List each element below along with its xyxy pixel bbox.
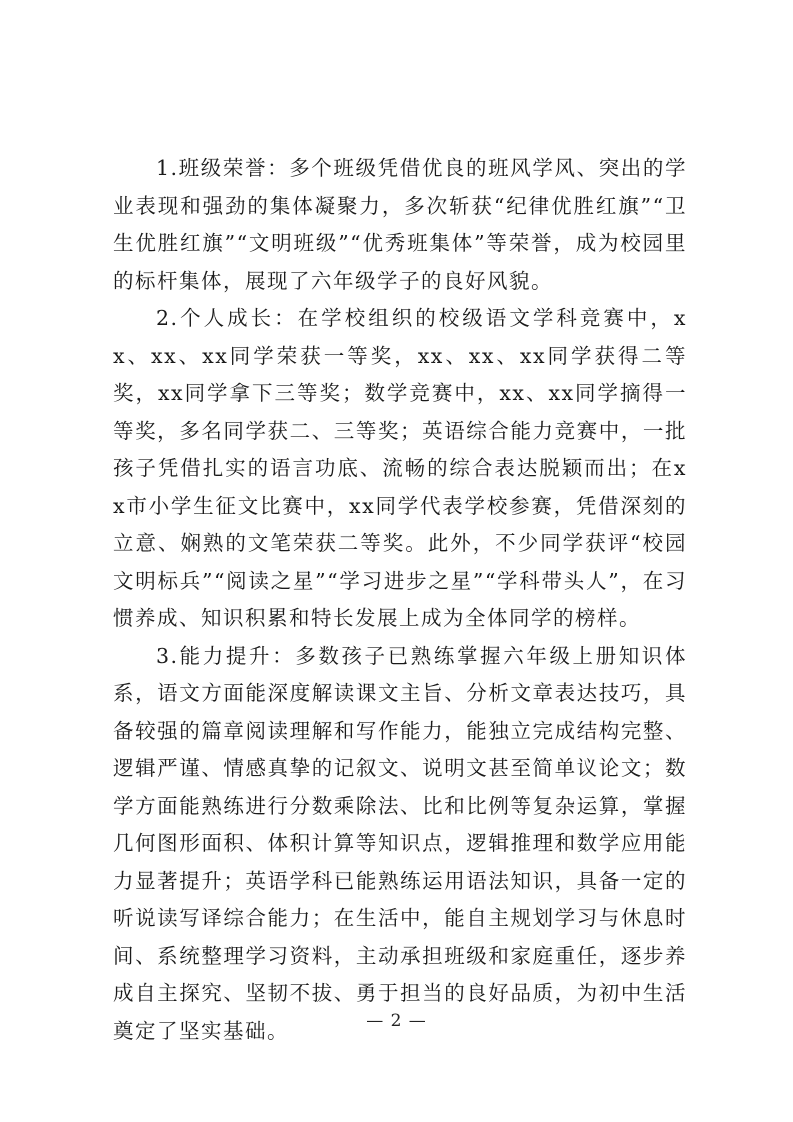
page-number: — 2 — xyxy=(366,1011,427,1031)
paragraph-personal-growth: 2.个人成长：在学校组织的校级语文学科竞赛中，xx、xx、xx同学荣获一等奖，xx、xx、xx同学获得二等奖，xx同学拿下三等奖；数学竞赛中，xx、xx同学摘得一等奖，多名同学获二、三等奖；英语综合能力竞赛中，一批孩子凭借扎实的语言功底、流畅的综合表达脱颖而出；在xx市小学生征文比赛中，xx同学代表学校参赛，凭借深刻的立意、娴熟的文笔荣获二等奖。此外，不少同学获评“校园文明标兵”“阅读之星”“学习进步之星”“学科带头人”，在习惯养成、知识积累和特长发展上成为全体同学的榜样。 xyxy=(113,306,687,630)
paragraph-class-honors: 1.班级荣誉：多个班级凭借优良的班风学风、突出的学业表现和强劲的集体凝聚力，多次斩获“纪律优胜红旗”“卫生优胜红旗”“文明班级”“优秀班集体”等荣誉，成为校园里的标杆集体，展现了六年级学子的良好风貌。 xyxy=(113,156,687,293)
paragraph-ability-improvement: 3.能力提升：多数孩子已熟练掌握六年级上册知识体系，语文方面能深度解读课文主旨、分析文章表达技巧，具备较强的篇章阅读理解和写作能力，能独立完成结构完整、逻辑严谨、情感真挚的记叙文、说明文甚至简单议论文；数学方面能熟练进行分数乘除法、比和比例等复杂运算，掌握几何图形面积、体积计算等知识点，逻辑推理和数学应用能力显著提升；英语学科已能熟练运用语法知识，具备一定的听说读写译综合能力；在生活中，能自主规划学习与休息时间、系统整理学习资料，主动承担班级和家庭重任，逐步养成自主探究、坚韧不拔、勇于担当的良好品质，为初中生活奠定了坚实基础。 xyxy=(113,643,687,1043)
document-body xyxy=(113,150,687,1050)
